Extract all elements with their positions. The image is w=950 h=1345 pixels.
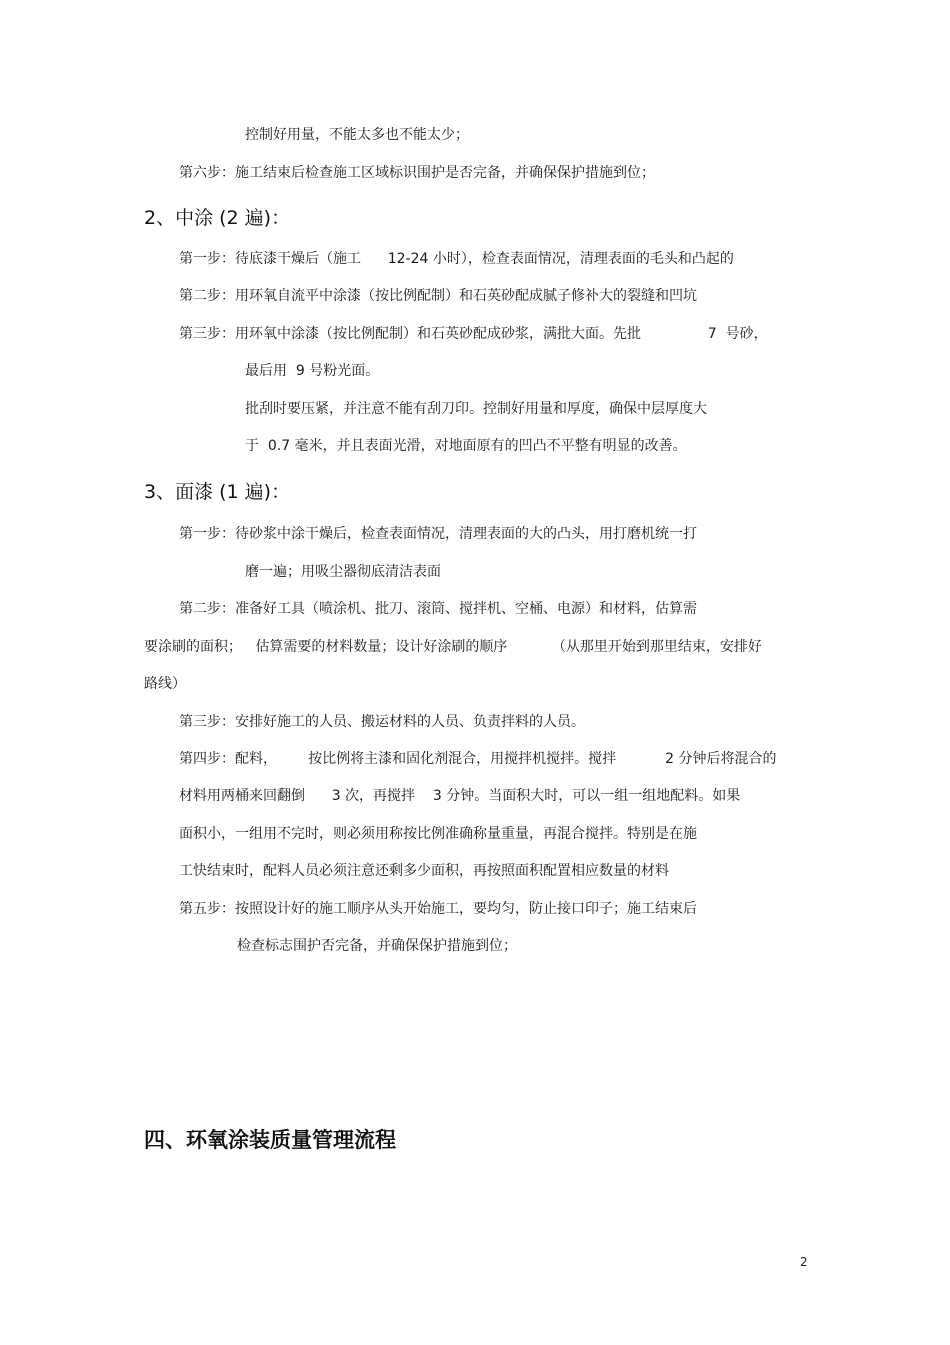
body-line: 材料用两桶来回翻倒 3 次，再搅拌 3 分钟。当面积大时，可以一组一组地配料。如果 [179, 788, 741, 804]
body-line: 于 0.7 毫米，并且表面光滑，对地面原有的凹凸不平整有明显的改善。 [245, 438, 687, 454]
step-line: 第一步：待砂浆中涂干燥后，检查表面情况，清理表面的大的凸头，用打磨机统一打 [179, 526, 697, 542]
step-line: 第二步：用环氧自流平中涂漆（按比例配制）和石英砂配成腻子修补大的裂缝和凹坑 [179, 288, 697, 304]
step-line: 第二步：准备好工具（喷涂机、批刀、滚筒、搅拌机、空桶、电源）和材料，估算需 [179, 601, 697, 617]
body-line: 面积小，一组用不完时，则必须用称按比例准确称量重量，再混合搅拌。特别是在施 [179, 826, 697, 842]
step-line: 第三步：用环氧中涂漆（按比例配制）和石英砂配成砂浆，满批大面。先批 7 号砂， [179, 326, 768, 342]
step-line: 第四步：配料， 按比例将主漆和固化剂混合，用搅拌机搅拌。搅拌 2 分钟后将混合的 [179, 751, 777, 767]
body-line: 工快结束时，配料人员必须注意还剩多少面积，再按照面积配置相应数量的材料 [179, 863, 669, 879]
step-line: 第一步：待底漆干燥后（施工 12-24 小时），检查表面情况，清理表面的毛头和凸起的 [179, 251, 734, 267]
body-line: 检查标志围护否完备，并确保保护措施到位； [237, 938, 517, 954]
page-number: 2 [800, 1255, 808, 1269]
section-heading-midcoat: 2、中涂 (2 遍)： [144, 207, 291, 229]
body-line: 要涂刷的面积； 估算需要的材料数量；设计好涂刷的顺序 （从那里开始到那里结束，安排好 [144, 639, 762, 655]
body-line: 控制好用量，不能太多也不能太少； [245, 127, 469, 143]
body-line: 路线） [144, 676, 186, 692]
step-line: 第五步：按照设计好的施工顺序从头开始施工，要均匀，防止接口印子；施工结束后 [179, 901, 697, 917]
body-line: 批刮时要压紧，并注意不能有刮刀印。控制好用量和厚度，确保中层厚度大 [245, 401, 707, 417]
body-line: 最后用 9 号粉光面。 [245, 363, 380, 379]
chapter-heading-quality-process: 四、环氧涂装质量管理流程 [144, 1128, 396, 1152]
body-line: 磨一遍；用吸尘器彻底清洁表面 [245, 564, 441, 580]
section-heading-topcoat: 3、面漆 (1 遍)： [144, 481, 291, 503]
step-line: 第六步：施工结束后检查施工区域标识围护是否完备，并确保保护措施到位； [179, 165, 655, 181]
step-line: 第三步：安排好施工的人员、搬运材料的人员、负责拌料的人员。 [179, 714, 585, 730]
